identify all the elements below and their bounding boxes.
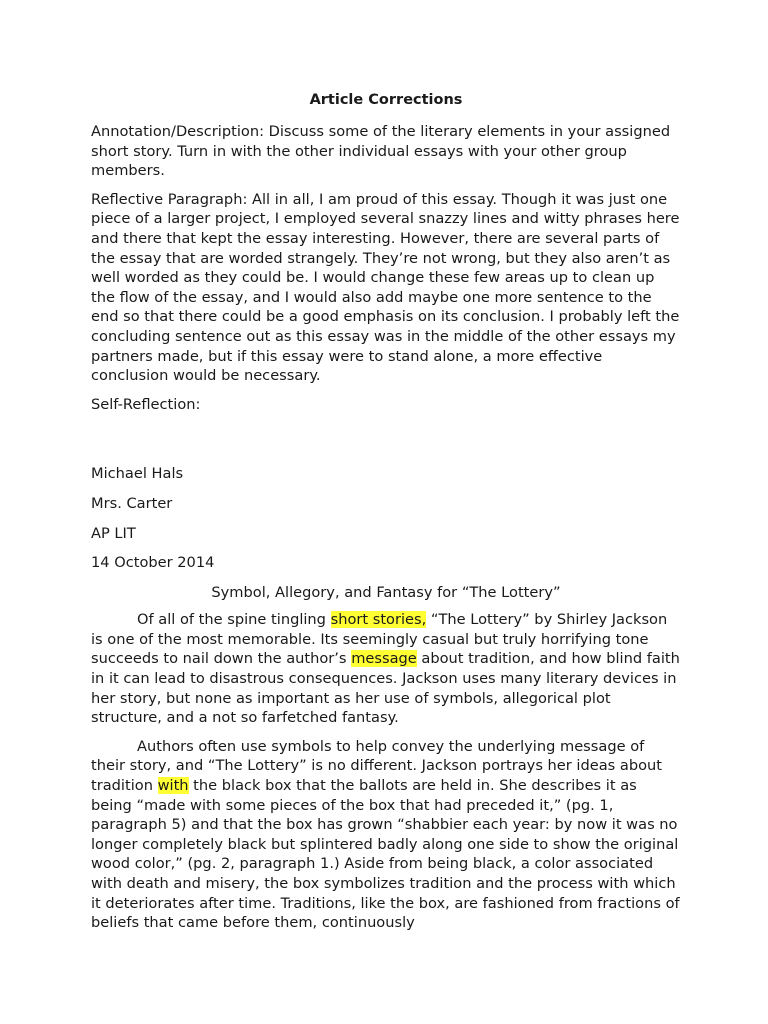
highlight-with: with: [157, 777, 189, 795]
essay-date: 14 October 2014: [91, 554, 215, 572]
essay-paragraph-1-text: “The Lottery” by Shirley Jackson is one of the most memorable. Its seemingly casual but truly horrifying tone succeeds to nail down the author’s: [91, 611, 668, 668]
highlight-message: message: [351, 650, 417, 668]
essay-paragraph-1-text: Of all of the spine tingling: [137, 611, 331, 629]
course-name: AP LIT: [91, 524, 136, 542]
self-reflection-label: Self-Reflection:: [91, 395, 201, 413]
document-page: [91, 88, 681, 933]
page-title: Article Corrections: [309, 92, 463, 108]
essay-paragraph-1: [91, 610, 681, 728]
essay-paragraph-2-text: the black box that the ballots are held in. She describes it as being “made with some pieces of the box that had preceded it,” (pg. 1, paragraph 5) and that the box has grown “shabbier each year: by now it was no longer completely black but splintered badly along one side to show the original wood color,” (pg. 2, paragraph 1.) Aside from being black, a color associated with death and misery, the box symbolizes tradition and the process with which it deteriorates after time. Traditions, like the box, are fashioned from fractions of beliefs that came before them, continuously: [91, 777, 680, 932]
highlight-short-stories: short stories,: [330, 611, 427, 629]
essay-title: Symbol, Allegory, and Fantasy for “The Lottery”: [211, 583, 561, 601]
reflective-paragraph: Reflective Paragraph: All in all, I am proud of this essay. Though it was just one piece of a larger project, I employed several snazzy lines and witty phrases here and there that kept the essay interesting. However, there are several parts of the essay that are worded strangely. They’re not wrong, but they also aren’t as well worded as they could be. I would change these few areas up to clean up the flow of the essay, and I would also add maybe one more sentence to the end so that there could be a good emphasis on its conclusion. I probably left the concluding sentence out as this essay was in the middle of the other essays my partners made, but if this essay were to stand alone, a more effective conclusion would be necessary.: [91, 190, 680, 385]
essay-paragraph-2-text: Authors often use symbols to help convey the underlying message of their story, and “The Lottery” is no different. Jackson portrays her ideas about tradition: [91, 737, 663, 795]
author-name: Michael Hals: [91, 465, 184, 483]
essay-paragraph-2: [91, 737, 681, 933]
teacher-name: Mrs. Carter: [91, 494, 173, 512]
annotation-paragraph: Annotation/Description: Discuss some of the literary elements in your assigned short story. Turn in with the other individual essays with your other group members.: [91, 123, 671, 180]
essay-paragraph-1-text: about tradition, and how blind faith in it can lead to disastrous consequences. Jackson uses many literary devices in her story, but none as important as her use of symbols, allegorical plot structure, and a not so farfetched fantasy.: [91, 650, 680, 727]
